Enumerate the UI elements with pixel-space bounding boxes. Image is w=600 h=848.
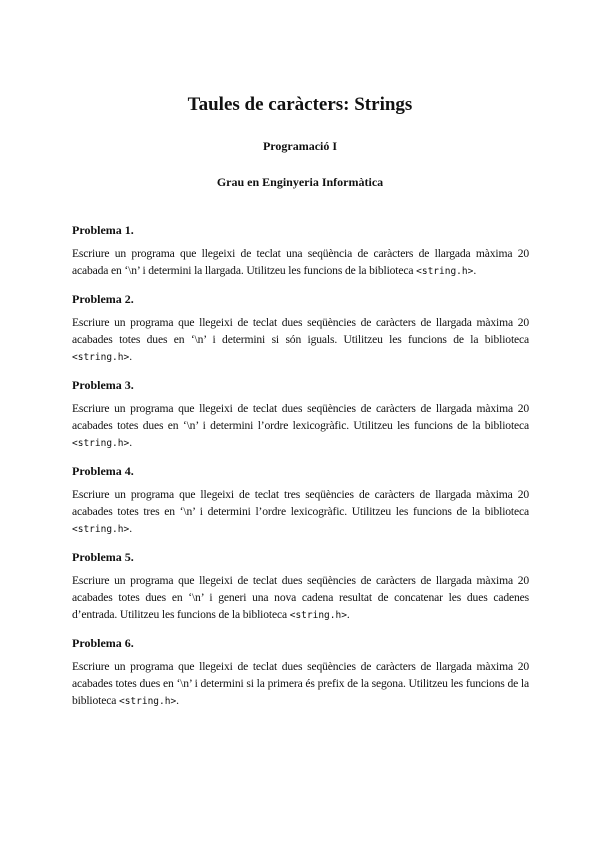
sentence-end: . [176, 694, 179, 707]
problem-text: Escriure un programa que llegeixi de teclat dues seqüències de caràcters de llargada màxima 20 acabades totes dues en ‘\n’ i determini l’ordre lexicogràfic. Utilitzeu les funcions de la biblioteca [72, 402, 529, 432]
problem-statement [72, 314, 529, 366]
problem-statement [72, 245, 529, 280]
problem-text: Escriure un programa que llegeixi de teclat una seqüència de caràcters de llargada màxima 20 acabada en ‘\n’ i determini la llargada. Utilitzeu les funcions de la biblioteca [72, 247, 529, 277]
problem-4 [72, 463, 529, 538]
library-name: <string.h> [72, 438, 130, 449]
problem-text: Escriure un programa que llegeixi de teclat tres seqüències de caràcters de llargada màxima 20 acabades totes tres en ‘\n’ i determini l’ordre lexicogràfic. Utilitzeu les funcions de la biblioteca [72, 488, 529, 518]
problem-statement [72, 658, 529, 710]
library-name: <string.h> [72, 352, 130, 363]
problem-heading: Problema 6. [72, 636, 134, 650]
sentence-end: . [129, 436, 132, 449]
problem-heading: Problema 5. [72, 550, 134, 564]
problem-text: Escriure un programa que llegeixi de teclat dues seqüències de caràcters de llargada màxima 20 acabades totes dues en ‘\n’ i generi una nova cadena resultat de concatenar les dues cadenes d’entrada. Utilitzeu les funcions de la biblioteca [72, 574, 529, 621]
problem-heading: Problema 2. [72, 292, 134, 306]
sentence-end: . [129, 350, 132, 363]
problem-3 [72, 377, 529, 452]
library-name: <string.h> [289, 610, 347, 621]
problem-heading: Problema 1. [72, 223, 134, 237]
library-name: <string.h> [416, 266, 474, 277]
problem-heading: Problema 3. [72, 378, 134, 392]
problem-statement [72, 486, 529, 538]
library-name: <string.h> [118, 696, 177, 707]
problem-heading: Problema 4. [72, 464, 134, 478]
problem-5 [72, 549, 529, 624]
problem-text: Escriure un programa que llegeixi de teclat dues seqüències de caràcters de llargada màxima 20 acabades totes dues en ‘\n’ i determini si la primera és prefix de la segona. Utilitzeu les funcions de la biblioteca [72, 660, 529, 707]
problem-list [72, 222, 529, 721]
problem-1 [72, 222, 529, 280]
course-name: Programació I [262, 139, 338, 153]
sentence-end: . [129, 522, 132, 535]
problem-6 [72, 635, 529, 710]
problem-2 [72, 291, 529, 366]
sentence-end: . [346, 608, 350, 621]
sentence-end: . [473, 264, 477, 277]
degree-name: Grau en Enginyeria Informàtica [216, 175, 384, 189]
problem-statement [72, 400, 529, 452]
document-title: Taules de caràcters: Strings [187, 94, 413, 115]
library-name: <string.h> [72, 524, 130, 535]
problem-text: Escriure un programa que llegeixi de teclat dues seqüències de caràcters de llargada màxima 20 acabades totes dues en ‘\n’ i determini si són iguals. Utilitzeu les funcions de la biblioteca [72, 316, 529, 346]
problem-statement [72, 572, 529, 624]
